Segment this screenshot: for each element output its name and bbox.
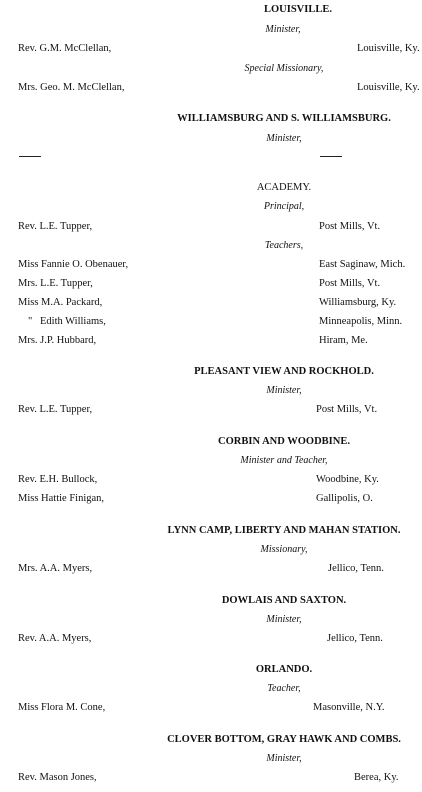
- section-heading: LYNN CAMP, LIBERTY AND MAHAN STATION.: [167, 525, 401, 536]
- person-location: Post Mills, Vt.: [319, 278, 381, 289]
- section-heading: DOWLAIS AND SAXTON.: [221, 595, 347, 606]
- person-name: Rev. L.E. Tupper,: [18, 221, 93, 232]
- person-name: Rev. L.E. Tupper,: [18, 404, 93, 415]
- blank-name-rule: [19, 156, 41, 157]
- role-label: Principal,: [263, 201, 305, 212]
- role-label: Special Missionary,: [244, 63, 324, 74]
- role-label: Minister,: [266, 133, 302, 144]
- section-heading: CLOVER BOTTOM, GRAY HAWK AND COMBS.: [167, 734, 401, 745]
- section-heading: WILLIAMSBURG AND S. WILLIAMSBURG.: [177, 113, 391, 124]
- person-location: East Saginaw, Mich.: [319, 259, 406, 270]
- person-location: Jellico, Tenn.: [327, 633, 383, 644]
- role-label: Minister,: [265, 24, 301, 35]
- person-name: Rev. A.A. Myers,: [18, 633, 92, 644]
- ditto-mark: ": [28, 316, 33, 327]
- role-label: Missionary,: [260, 544, 308, 555]
- role-label: Minister,: [266, 614, 302, 625]
- role-label: Minister,: [266, 385, 302, 396]
- blank-location-rule: [320, 156, 342, 157]
- person-location: Williamsburg, Ky.: [319, 297, 397, 308]
- role-label: Teacher,: [267, 683, 301, 694]
- person-location: Berea, Ky.: [354, 772, 399, 783]
- person-name: Rev. G.M. McClellan,: [18, 43, 112, 54]
- role-label: Teachers,: [264, 240, 304, 251]
- person-name: Rev. Mason Jones,: [18, 772, 97, 783]
- role-label: Minister,: [266, 753, 302, 764]
- person-name: Mrs. J.P. Hubbard,: [18, 335, 97, 346]
- person-name: Mrs. A.A. Myers,: [18, 563, 93, 574]
- person-location: Louisville, Ky.: [357, 82, 420, 93]
- person-location: Hiram, Me.: [319, 335, 368, 346]
- section-heading: CORBIN AND WOODBINE.: [218, 436, 350, 447]
- person-location: Masonville, N.Y.: [313, 702, 385, 713]
- person-location: Gallipolis, O.: [316, 493, 373, 504]
- person-location: Post Mills, Vt.: [319, 221, 381, 232]
- person-name: Miss Fannie O. Obenauer,: [18, 259, 129, 270]
- person-name: Edith Williams,: [40, 316, 106, 327]
- person-name: Miss Hattie Finigan,: [18, 493, 105, 504]
- person-name: Rev. E.H. Bullock,: [18, 474, 98, 485]
- person-location: Jellico, Tenn.: [328, 563, 384, 574]
- role-label: Minister and Teacher,: [240, 455, 328, 466]
- section-heading: ACADEMY.: [256, 182, 312, 193]
- person-location: Minneapolis, Minn.: [319, 316, 403, 327]
- section-heading: LOUISVILLE.: [264, 4, 332, 15]
- person-name: Mrs. Geo. M. McClellan,: [18, 82, 125, 93]
- person-location: Post Mills, Vt.: [316, 404, 378, 415]
- section-heading: PLEASANT VIEW AND ROCKHOLD.: [194, 366, 374, 377]
- person-name: Miss Flora M. Cone,: [18, 702, 106, 713]
- person-location: Woodbine, Ky.: [316, 474, 379, 485]
- section-heading: ORLANDO.: [255, 664, 313, 675]
- person-location: Louisville, Ky.: [357, 43, 420, 54]
- person-name: Mrs. L.E. Tupper,: [18, 278, 93, 289]
- person-name: Miss M.A. Packard,: [18, 297, 103, 308]
